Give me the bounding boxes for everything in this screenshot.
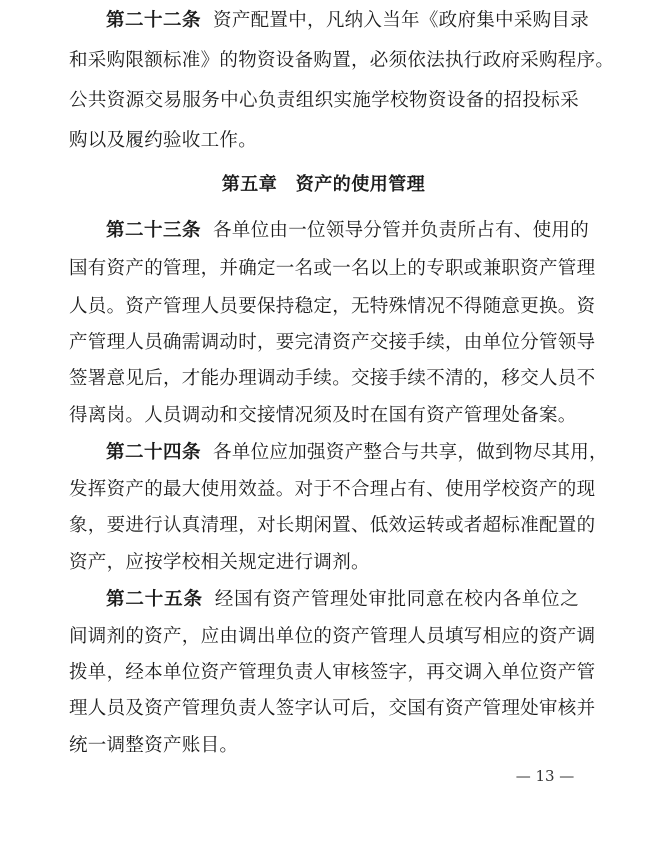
article-25-line-3: 拨单，经本单位资产管理负责人审核签字，再交调入单位资产管 bbox=[69, 662, 596, 683]
article-23-line-5: 签署意见后，才能办理调动手续。交接手续不清的，移交人员不 bbox=[69, 368, 596, 389]
article-25-number: 第二十五条 bbox=[106, 589, 203, 610]
page-number: — 13 — bbox=[515, 767, 575, 785]
article-24-number: 第二十四条 bbox=[106, 442, 202, 463]
article-25-line-4: 理人员及资产管理负责人签字认可后，交国有资产管理处审核并 bbox=[69, 698, 596, 719]
article-24-line-4: 资产，应按学校相关规定进行调剂。 bbox=[69, 552, 370, 573]
article-22-line-1 bbox=[106, 4, 590, 38]
article-23-line-1 bbox=[106, 214, 590, 248]
article-23-line-3: 人员。资产管理人员要保持稳定，无特殊情况不得随意更换。资 bbox=[69, 296, 596, 317]
article-25-line-2: 间调剂的资产，应由调出单位的资产管理人员填写相应的资产调 bbox=[69, 626, 596, 647]
article-22-text: 资产配置中，凡纳入当年《政府集中采购目录 bbox=[213, 10, 590, 31]
article-23-line-2: 国有资产的管理，并确定一名或一名以上的专职或兼职资产管理 bbox=[69, 258, 596, 279]
chapter-title: 第五章 资产的使用管理 bbox=[221, 174, 426, 195]
article-25-line-1 bbox=[106, 583, 579, 617]
article-24-line-3: 象，要进行认真清理，对长期闲置、低效运转或者超标准配置的 bbox=[69, 515, 596, 536]
article-23-number: 第二十三条 bbox=[106, 220, 202, 241]
article-22-line-4: 购以及履约验收工作。 bbox=[69, 130, 258, 151]
article-23-line-6: 得离岗。人员调动和交接情况须及时在国有资产管理处备案。 bbox=[69, 405, 577, 426]
article-24-line-2: 发挥资产的最大使用效益。对于不合理占有、使用学校资产的现 bbox=[69, 479, 596, 500]
article-25-text: 经国有资产管理处审批同意在校内各单位之 bbox=[214, 589, 579, 610]
article-23-text: 各单位由一位领导分管并负责所占有、使用的 bbox=[213, 220, 590, 241]
article-22-line-2: 和采购限额标准》的物资设备购置，必须依法执行政府采购程序。 bbox=[69, 50, 615, 71]
article-25-line-5: 统一调整资产账目。 bbox=[69, 735, 239, 756]
article-24-text: 各单位应加强资产整合与共享，做到物尽其用， bbox=[213, 442, 608, 463]
article-23-line-4: 产管理人员确需调动时，要完清资产交接手续，由单位分管领导 bbox=[69, 332, 596, 353]
article-22-line-3: 公共资源交易服务中心负责组织实施学校物资设备的招投标采 bbox=[69, 90, 579, 111]
article-24-line-1 bbox=[106, 436, 608, 470]
article-22-number: 第二十二条 bbox=[106, 10, 202, 31]
